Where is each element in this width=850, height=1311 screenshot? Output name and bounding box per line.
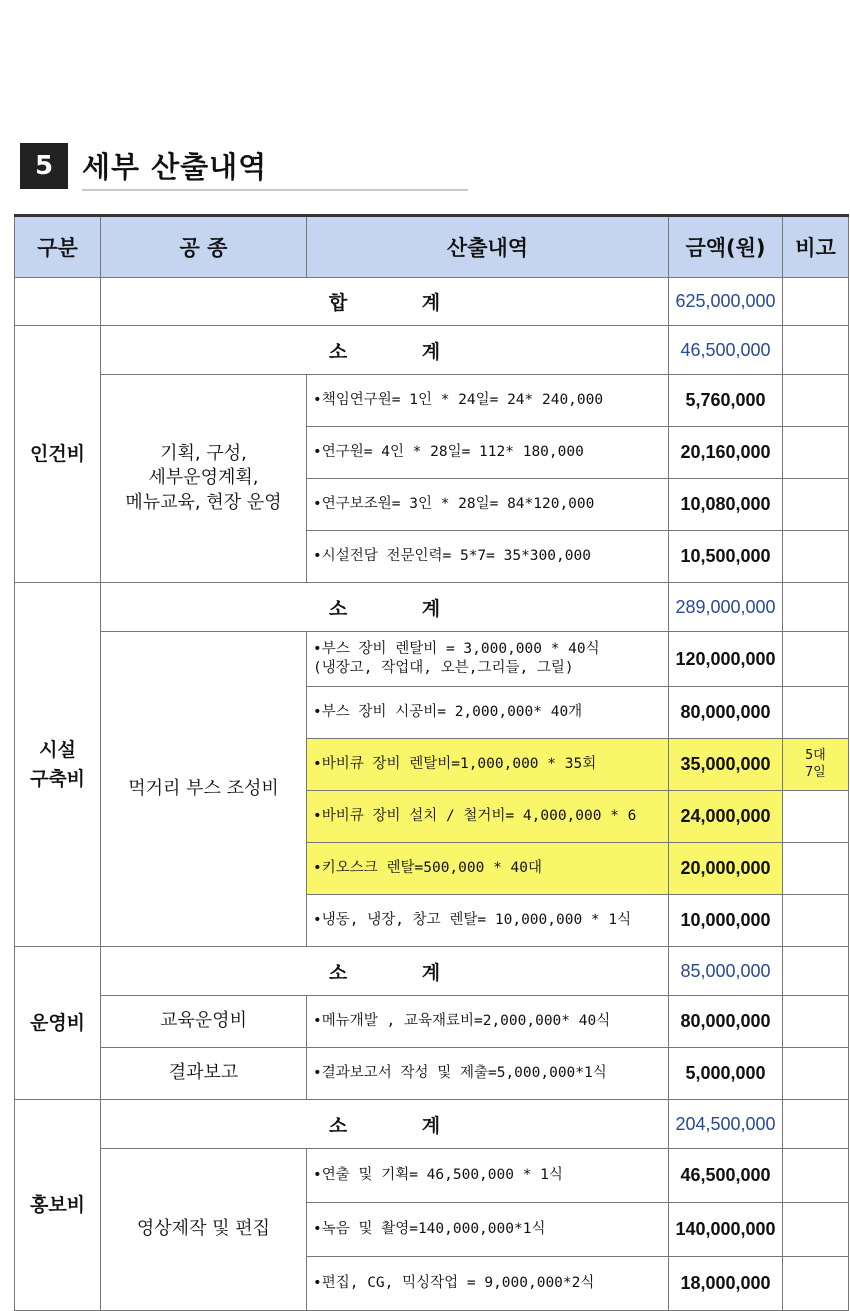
labor-work-line: 메뉴교육, 현장 운영: [125, 491, 282, 513]
note-cell: [783, 479, 849, 531]
calc-detail-line: (냉장고, 작업대, 오븐,그리들, 그릴): [313, 660, 574, 676]
item-amount: 5,000,000: [669, 1048, 783, 1100]
calc-detail: [307, 632, 669, 687]
note-cell: [783, 1048, 849, 1100]
note-cell: [783, 739, 849, 791]
facility-subtotal-row: [15, 583, 849, 632]
table-row: [15, 996, 849, 1048]
labor-work-line: 세부운영계획,: [148, 467, 259, 489]
note-cell: [783, 1257, 849, 1311]
calc-detail: •냉동, 냉장, 창고 렌탈= 10,000,000 * 1식: [307, 895, 669, 947]
promotion-subtotal-amount: 204,500,000: [669, 1100, 783, 1149]
facility-work: 먹거리 부스 조성비: [101, 632, 307, 947]
total-label: 합 계: [101, 278, 669, 326]
facility-subtotal-label: 소 계: [101, 583, 669, 632]
operation-subtotal-row: [15, 947, 849, 996]
labor-subtotal-amount: 46,500,000: [669, 326, 783, 375]
section-number: 5: [20, 143, 68, 189]
header-work: 공 종: [101, 216, 307, 278]
labor-subtotal-label: 소 계: [101, 326, 669, 375]
section-title: 세부 산출내역: [82, 150, 268, 184]
item-amount: 46,500,000: [669, 1149, 783, 1203]
cost-breakdown-table: [14, 214, 849, 1311]
item-amount: 10,080,000: [669, 479, 783, 531]
calc-detail: •책임연구원= 1인 * 24일= 24* 240,000: [307, 375, 669, 427]
table-row: [15, 1048, 849, 1100]
table-row: [15, 375, 849, 427]
facility-category-line: 구축비: [29, 767, 86, 790]
labor-work-line: 기획, 구성,: [160, 443, 247, 465]
item-amount: 10,500,000: [669, 531, 783, 583]
item-amount: 20,160,000: [669, 427, 783, 479]
calc-detail: •결과보고서 작성 및 제출=5,000,000*1식: [307, 1048, 669, 1100]
labor-category: 인건비: [15, 326, 101, 583]
promotion-work: 영상제작 및 편집: [101, 1149, 307, 1311]
item-amount: 140,000,000: [669, 1203, 783, 1257]
calc-detail-line: •부스 장비 렌탈비 = 3,000,000 * 40식: [313, 641, 600, 658]
total-category-cell: [15, 278, 101, 326]
item-amount: 5,760,000: [669, 375, 783, 427]
table-row: [15, 1149, 849, 1203]
item-amount-highlighted: 24,000,000: [669, 791, 783, 843]
calc-detail: •부스 장비 시공비= 2,000,000* 40개: [307, 687, 669, 739]
operation-work: 교육운영비: [101, 996, 307, 1048]
operation-category: 운영비: [15, 947, 101, 1100]
calc-detail: •연구원= 4인 * 28일= 112* 180,000: [307, 427, 669, 479]
note-cell: [783, 632, 849, 687]
note-cell: [783, 947, 849, 996]
note-cell: [783, 427, 849, 479]
facility-subtotal-amount: 289,000,000: [669, 583, 783, 632]
total-row: [15, 278, 849, 326]
header-amount: 금액(원): [669, 216, 783, 278]
note-cell: [783, 326, 849, 375]
operation-subtotal-amount: 85,000,000: [669, 947, 783, 996]
note-cell: [783, 895, 849, 947]
table-header-row: [15, 216, 849, 278]
note-cell: [783, 843, 849, 895]
note-cell: [783, 375, 849, 427]
note-cell: [783, 531, 849, 583]
calc-detail: •시설전담 전문인력= 5*7= 35*300,000: [307, 531, 669, 583]
note-cell: [783, 996, 849, 1048]
item-amount: 18,000,000: [669, 1257, 783, 1311]
note-cell: [783, 583, 849, 632]
calc-detail: •연구보조원= 3인 * 28일= 84*120,000: [307, 479, 669, 531]
header-category: 구분: [15, 216, 101, 278]
labor-work: [101, 375, 307, 583]
calc-detail: •녹음 및 촬영=140,000,000*1식: [307, 1203, 669, 1257]
note-cell: [783, 687, 849, 739]
labor-subtotal-row: [15, 326, 849, 375]
section-heading: [20, 143, 470, 195]
item-amount-highlighted: 20,000,000: [669, 843, 783, 895]
total-note: [783, 278, 849, 326]
note-cell: [783, 1149, 849, 1203]
header-detail: 산출내역: [307, 216, 669, 278]
item-amount: 10,000,000: [669, 895, 783, 947]
header-note: 비고: [783, 216, 849, 278]
item-amount-highlighted: 35,000,000: [669, 739, 783, 791]
item-amount: 120,000,000: [669, 632, 783, 687]
note-line: 5대: [805, 748, 826, 764]
calc-detail: •편집, CG, 믹싱작업 = 9,000,000*2식: [307, 1257, 669, 1311]
item-amount: 80,000,000: [669, 996, 783, 1048]
item-amount: 80,000,000: [669, 687, 783, 739]
calc-detail-highlighted: •키오스크 렌탈=500,000 * 40대: [307, 843, 669, 895]
promotion-category: 홍보비: [15, 1100, 101, 1311]
promotion-subtotal-label: 소 계: [101, 1100, 669, 1149]
facility-category-line: 시설: [39, 739, 76, 761]
section-underline: [82, 189, 468, 191]
table-row: [15, 632, 849, 687]
calc-detail-highlighted: •바비큐 장비 렌탈비=1,000,000 * 35회: [307, 739, 669, 791]
note-line: 7일: [805, 764, 826, 780]
note-cell: [783, 1203, 849, 1257]
operation-work: 결과보고: [101, 1048, 307, 1100]
facility-category: [15, 583, 101, 947]
note-cell: [783, 791, 849, 843]
note-cell: [783, 1100, 849, 1149]
calc-detail: •메뉴개발 , 교육재료비=2,000,000* 40식: [307, 996, 669, 1048]
calc-detail-highlighted: •바비큐 장비 설치 / 철거비= 4,000,000 * 6: [307, 791, 669, 843]
promotion-subtotal-row: [15, 1100, 849, 1149]
total-amount: 625,000,000: [669, 278, 783, 326]
operation-subtotal-label: 소 계: [101, 947, 669, 996]
calc-detail: •연출 및 기획= 46,500,000 * 1식: [307, 1149, 669, 1203]
